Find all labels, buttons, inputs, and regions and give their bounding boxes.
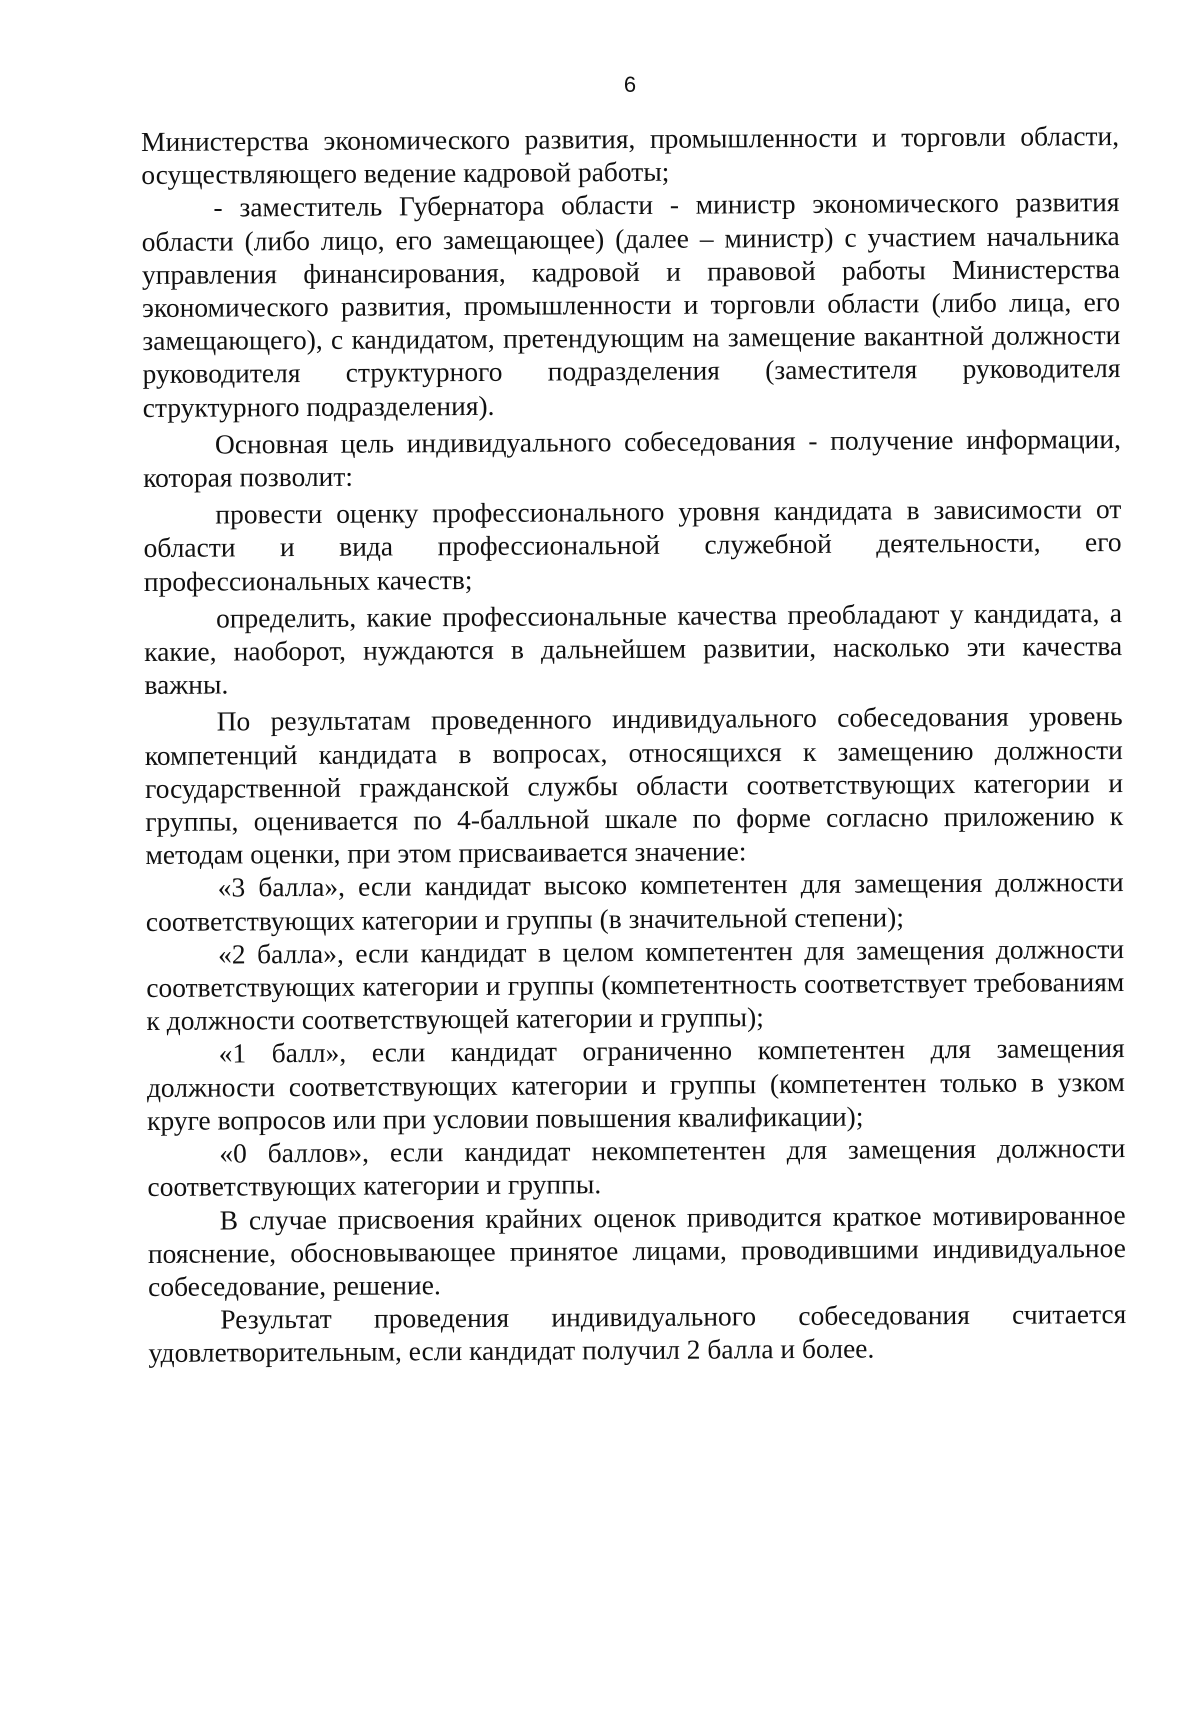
paragraph-12: Результат проведения индивидуального собеседования считается удовлетворительным, если кандидат получил 2 балла и более. (148, 1298, 1127, 1369)
paragraph-3: Основная цель индивидуального собеседования - получение информации, которая позволит: (143, 422, 1122, 494)
paragraph-6: По результатам проведенного индивидуального собеседования уровень компетенций кандидата в вопросах, относящихся к замещению должности государственной гражданской службы области соответствующих категории и группы, оценивается по 4-балльной шкале по форме согласно приложению к методам оценки, при этом присваивается значение: (144, 700, 1124, 871)
page-number: 6 (623, 72, 637, 97)
paragraph-10: «0 баллов», если кандидат некомпетентен для замещения должности соответствующих категории и группы. (147, 1132, 1126, 1203)
paragraph-5: определить, какие профессиональные качества преобладают у кандидата, а какие, наоборот, нуждаются в дальнейшем развитии, насколько эти качества важны. (144, 596, 1123, 701)
paragraph-1: Министерства экономического развития, промышленности и торговли области, осуществляющего ведение кадровой работы; (141, 120, 1120, 191)
paragraph-4: провести оценку профессионального уровня кандидата в зависимости от области и вида профессиональной служебной деятельности, его профессиональных качеств; (143, 493, 1122, 597)
paragraph-11: В случае присвоения крайних оценок приводится краткое мотивированное пояснение, обосновывающее принятое лицами, проводившими индивидуальное собеседование, решение. (147, 1198, 1126, 1302)
paragraph-2: - заместитель Губернатора области - министр экономического развития области (либо лицо, его замещающее) (далее – министр) с участием начальника управления финансирования, кадровой и правовой работы Министерства экономического развития, промышленности и торговли области (либо лица, его замещающего), с кандидатом, претендующим на замещение вакантной должности руководителя структурного подразделения (заместителя руководителя структурного подразделения). (141, 186, 1121, 423)
paragraph-7: «3 балла», если кандидат высоко компетентен для замещения должности соответствующих категории и группы (в значительной степени); (145, 866, 1124, 937)
paragraph-8: «2 балла», если кандидат в целом компетентен для замещения должности соответствующих категории и группы (компетентность соответствует требованиям к должности соответствующей категории и группы); (146, 932, 1125, 1037)
paragraph-9: «1 балл», если кандидат ограниченно компетентен для замещения должности соответствующих категории и группы (компетентен только в узком круге вопросов или при условии повышения квалификации); (146, 1032, 1125, 1136)
document-body (141, 119, 1127, 1369)
